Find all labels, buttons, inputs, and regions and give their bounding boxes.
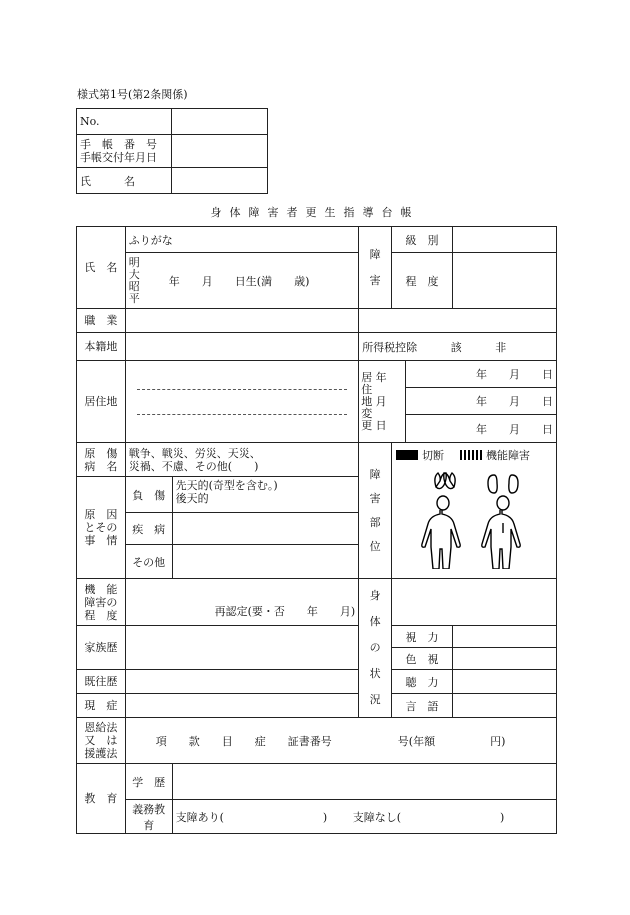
diagram-legend — [396, 447, 552, 463]
legend-functional: 機能障害 — [486, 449, 531, 462]
congenital-acquired-cell[interactable] — [172, 477, 359, 513]
injury-cause-text-2: 災禍、不慮、その他( ) — [128, 459, 259, 473]
physical-label-1: 身 — [369, 589, 381, 602]
notebook-info-table — [76, 108, 268, 194]
compulsory-education-label: 義務教育 — [125, 800, 172, 834]
disability-part-label-2: 害 — [369, 491, 381, 505]
tax-not-applicable[interactable]: 非 — [495, 340, 507, 354]
education-label: 教 育 — [77, 764, 126, 834]
residence-change-label-2: 住 — [361, 382, 373, 396]
occupation-field[interactable] — [125, 309, 358, 333]
residence-change-label — [359, 361, 406, 443]
furigana-cell[interactable] — [125, 227, 358, 253]
function-degree-label — [77, 579, 126, 626]
furigana-label: ふりがな — [128, 233, 173, 247]
notebook-issue-date-text: 手帳交付年月日 — [80, 151, 157, 164]
birth-date-text: 年 月 日生(満 歳) — [168, 274, 310, 288]
injury-cause-label — [77, 443, 126, 477]
speech-label: 言 語 — [392, 694, 453, 718]
no-label: No. — [77, 109, 172, 135]
function-label-2: 障害の — [84, 595, 118, 609]
notebook-number-text: 手 帳 番 号 — [80, 138, 157, 151]
notebook-number-label — [77, 135, 172, 168]
degree-field[interactable] — [452, 253, 556, 309]
hearing-field[interactable] — [452, 670, 556, 694]
function-label-3: 程 度 — [84, 608, 118, 622]
name-label: 氏 名 — [77, 227, 126, 309]
residence-change-label-3: 地 月 — [361, 394, 387, 408]
congenital-text: 先天的(奇型を含む。) — [175, 479, 278, 492]
academic-history-field[interactable] — [172, 764, 556, 800]
domicile-label: 本籍地 — [77, 333, 126, 361]
residence-label: 居住地 — [77, 361, 126, 443]
hindrance-yes[interactable]: 支障あり( ) — [175, 810, 328, 824]
grade-label: 級 別 — [392, 227, 453, 253]
family-history-label: 家族歴 — [77, 626, 126, 670]
injury-cause-text-1: 戦争、戦災、労災、天災、 — [128, 446, 261, 460]
grade-field[interactable] — [452, 227, 556, 253]
pension-law-label — [77, 718, 126, 764]
physical-label-5: 況 — [369, 693, 381, 706]
guidance-ledger-table — [76, 226, 557, 834]
compulsory-education-cell[interactable] — [172, 800, 556, 834]
color-vision-label: 色 視 — [392, 648, 453, 670]
occupation-blank — [359, 309, 557, 333]
disease-label: 疾 病 — [125, 513, 172, 545]
body-diagram-icon — [396, 463, 546, 569]
cause-label-1: 原 因 — [84, 508, 118, 521]
notebook-number-field[interactable] — [172, 135, 268, 168]
speech-field[interactable] — [452, 694, 556, 718]
physical-label-2: 体 — [369, 615, 381, 628]
color-vision-field[interactable] — [452, 648, 556, 670]
amputation-swatch — [396, 450, 418, 460]
degree-label: 程 度 — [392, 253, 453, 309]
legend-amputation: 切断 — [422, 449, 445, 462]
disability-part-label-3: 部 — [369, 515, 381, 529]
physical-label-4: 状 — [369, 667, 381, 680]
tax-applicable[interactable]: 該 — [450, 340, 462, 354]
domicile-field[interactable] — [125, 333, 358, 361]
past-history-field[interactable] — [125, 670, 358, 694]
family-history-field[interactable] — [125, 626, 358, 670]
cause-label-3: 事 情 — [84, 534, 118, 547]
era-showa: 昭 — [128, 279, 140, 293]
form-number: 様式第1号(第2条関係) — [77, 88, 188, 101]
vision-label: 視 力 — [392, 626, 453, 648]
era-meiji: 明 — [128, 255, 140, 269]
acquired-text: 後天的 — [175, 492, 209, 505]
pension-details[interactable]: 項 款 目 症 証書番号 号(年額 円) — [125, 718, 556, 764]
disability-part-label-1: 障 — [369, 467, 381, 481]
holder-name-label: 氏 名 — [77, 168, 172, 194]
era-options — [129, 257, 169, 305]
academic-history-label: 学 歴 — [125, 764, 172, 800]
functional-swatch — [460, 450, 482, 460]
residence-change-date-3[interactable]: 年 月 日 — [406, 415, 557, 443]
current-symptoms-label: 現 症 — [77, 694, 126, 718]
hindrance-no[interactable]: 支障なし( ) — [352, 810, 505, 824]
physical-status-field[interactable] — [392, 579, 557, 626]
injury-cause-label-2: 病 名 — [84, 459, 118, 473]
hearing-label: 聴 力 — [392, 670, 453, 694]
pension-label-3: 援護法 — [84, 747, 118, 760]
physical-label-3: の — [369, 641, 381, 654]
injury-label: 負 傷 — [125, 477, 172, 513]
form-title: 身体障害者更生指導台帳 — [210, 206, 420, 219]
other-cause-label: その他 — [125, 545, 172, 579]
residence-change-label-1: 居 年 — [361, 370, 387, 384]
tax-deduction-cell[interactable] — [359, 333, 557, 361]
cause-label-2: とその — [84, 521, 118, 534]
injury-cause-label-1: 原 傷 — [84, 446, 118, 460]
era-taisho: 大 — [128, 267, 140, 281]
disability-part-label — [359, 443, 392, 579]
disease-field[interactable] — [172, 513, 359, 545]
recertification-cell[interactable]: 再認定(要・否 年 月) — [125, 579, 358, 626]
body-diagram-cell[interactable] — [392, 443, 557, 579]
no-value-field[interactable] — [172, 109, 268, 135]
other-cause-field[interactable] — [172, 545, 359, 579]
disability-label — [359, 227, 392, 309]
era-heisei: 平 — [128, 291, 140, 305]
physical-status-label — [359, 579, 392, 718]
residence-field[interactable] — [125, 361, 358, 443]
birth-cell[interactable] — [125, 253, 358, 309]
injury-cause-options[interactable] — [125, 443, 358, 477]
residence-change-date-2[interactable]: 年 月 日 — [406, 388, 557, 415]
current-symptoms-field[interactable] — [125, 694, 358, 718]
vision-field[interactable] — [452, 626, 556, 648]
function-label-1: 機 能 — [84, 582, 118, 596]
residence-change-label-5: 更 日 — [361, 418, 387, 432]
holder-name-field[interactable] — [172, 168, 268, 194]
tax-deduction-label: 所得税控除 — [362, 340, 418, 354]
disability-part-label-4: 位 — [369, 539, 381, 553]
pension-label-2: 又 は — [84, 734, 118, 747]
residence-change-date-1[interactable]: 年 月 日 — [406, 361, 557, 388]
disability-label-top: 障 — [369, 247, 381, 261]
pension-label-1: 恩給法 — [84, 721, 118, 734]
disability-label-bottom: 害 — [369, 273, 381, 287]
occupation-label: 職 業 — [77, 309, 126, 333]
cause-circumstances-label — [77, 477, 126, 579]
residence-change-label-4: 変 — [361, 406, 373, 420]
past-history-label: 既往歴 — [77, 670, 126, 694]
